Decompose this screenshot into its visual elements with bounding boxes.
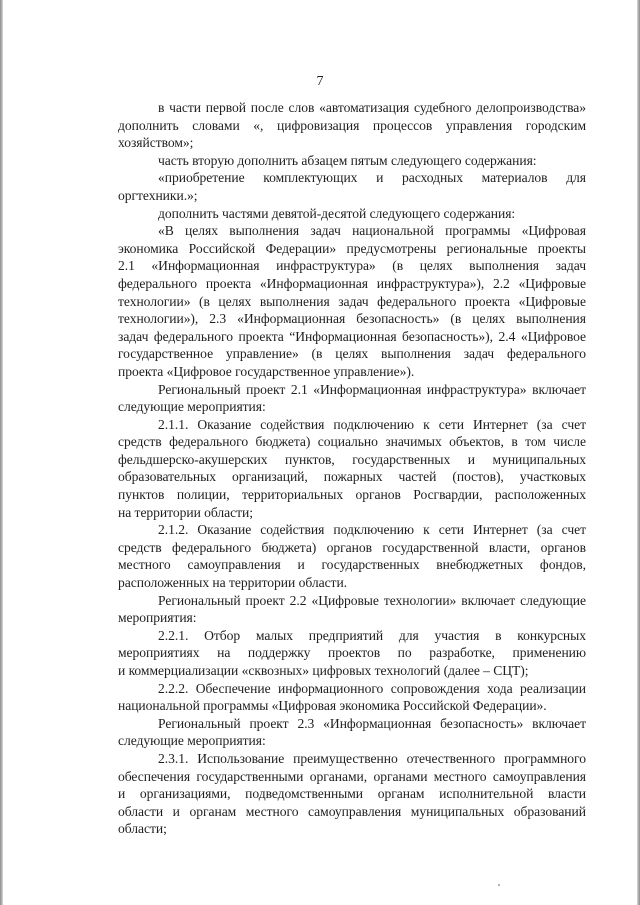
text-line: хозяйством»; xyxy=(118,135,194,151)
paragraph xyxy=(118,627,586,680)
scan-left-edge xyxy=(0,0,3,905)
text-line: на территории области; xyxy=(118,504,253,520)
text-line: национальной программы «Цифровая экономика Российской Федерации». xyxy=(118,698,547,714)
text-line: фельдшерско-акушерских пунктов, государственных и муниципальных xyxy=(118,451,586,467)
text-line: пунктов полиции, территориальных органов Росгвардии, расположенных xyxy=(118,487,586,503)
text-line: дополнить частями девятой-десятой следующего содержания: xyxy=(158,205,516,221)
text-line: «приобретение комплектующих и расходных материалов для xyxy=(158,170,586,186)
text-line: в части первой после слов «автоматизация судебного делопроизводства» xyxy=(158,100,586,115)
text-line: технологии»), 2.3 «Информационная безопасность» (в целях выполнения xyxy=(118,311,586,327)
text-line: Региональный проект 2.3 «Информационная безопасность» включает xyxy=(158,715,586,731)
text-line: Региональный проект 2.1 «Информационная инфраструктура» включает xyxy=(158,381,586,397)
scan-speck xyxy=(498,884,500,886)
text-line: и коммерциализации «сквозных» цифровых технологий (далее – СЦТ); xyxy=(118,663,529,678)
text-line: и организациями, подведомственными органам исполнительной власти xyxy=(118,786,586,802)
text-line: 2.3.1. Использование преимущественно отечественного программного xyxy=(158,750,586,766)
text-line: 2.1.1. Оказание содействия подключению к сети Интернет (за счет xyxy=(158,416,586,432)
text-line: средств федерального бюджета) органов государственной власти, органов xyxy=(118,539,586,555)
text-line: Региональный проект 2.2 «Цифровые технологии» включает следующие xyxy=(158,592,586,608)
text-line: технологии» (в целях выполнения задач федерального проекта «Цифровые xyxy=(118,293,586,309)
paragraph xyxy=(118,750,586,838)
text-line: 2.2.1. Отбор малых предприятий для участия в конкурсных xyxy=(158,627,586,643)
text-line: области; xyxy=(118,821,167,837)
text-line: местного самоуправления и государственных внебюджетных фондов, xyxy=(118,557,586,573)
text-line: следующие мероприятия: xyxy=(118,733,266,749)
text-line: мероприятия: xyxy=(118,610,197,626)
paragraph xyxy=(118,381,586,416)
text-line: образовательных организаций, пожарных частей (постов), участковых xyxy=(118,469,586,485)
text-line: «В целях выполнения задач национальной программы «Цифровая xyxy=(158,223,586,239)
text-line: часть вторую дополнить абзацем пятым следующего содержания: xyxy=(158,152,537,168)
text-line: экономика Российской Федерации» предусмотрены региональные проекты xyxy=(118,240,586,256)
paragraph xyxy=(118,416,586,522)
text-line: обеспечения государственными органами, органами местного самоуправления xyxy=(118,768,586,784)
page-number: 7 xyxy=(316,74,324,89)
paragraph xyxy=(118,222,586,380)
text-line: 2.1.2. Оказание содействия подключению к сети Интернет (за счет xyxy=(158,522,586,538)
text-line: мероприятиях на поддержку проектов по разработке, применению xyxy=(118,645,586,661)
text-line: 2.1 «Информационная инфраструктура» (в целях выполнения задач xyxy=(118,258,586,274)
text-line: задач федерального проекта “Информационная безопасность»), 2.4 «Цифровое xyxy=(118,328,586,344)
text-line: области и органам местного самоуправления муниципальных образований xyxy=(118,803,586,819)
text-line: расположенных на территории области. xyxy=(118,575,348,591)
document-body xyxy=(118,99,586,838)
paragraph xyxy=(118,169,586,204)
text-line: оргтехники.»; xyxy=(118,187,198,203)
paragraph xyxy=(118,680,586,715)
paragraph xyxy=(118,205,586,223)
paragraph xyxy=(118,99,586,152)
text-line: средств федерального бюджета) социально значимых объектов, в том числе xyxy=(118,434,586,450)
paragraph xyxy=(118,715,586,750)
text-line: федерального проекта «Информационная инфраструктура»), 2.2 «Цифровые xyxy=(118,275,586,291)
text-line: 2.2.2. Обеспечение информационного сопровождения хода реализации xyxy=(158,680,586,696)
paragraph xyxy=(118,152,586,170)
text-line: дополнить словами «, цифровизация процессов управления городским xyxy=(118,117,586,133)
paragraph xyxy=(118,592,586,627)
text-line: государственное управление» (в целях выполнения задач федерального xyxy=(118,346,586,362)
text-line: следующие мероприятия: xyxy=(118,399,266,415)
text-line: проекта «Цифровое государственное управление»). xyxy=(118,363,415,379)
paragraph xyxy=(118,521,586,591)
